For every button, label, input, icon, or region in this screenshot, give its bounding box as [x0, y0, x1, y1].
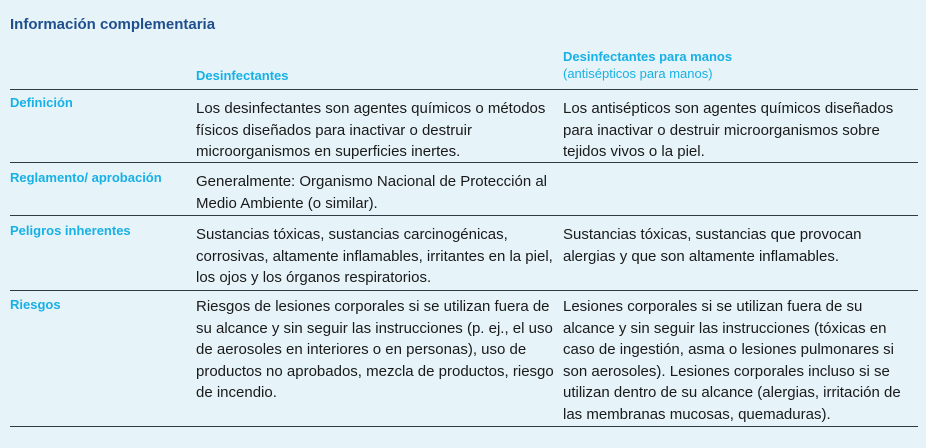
column-header-desinfectantes-manos — [563, 48, 732, 82]
cell-peligros-manos: Sustancias tóxicas, sustancias que provocan alergias y que son altamente inflamables. — [563, 226, 862, 265]
cell-definicion-manos: Los antisépticos son agentes químicos diseñados para inactivar o destruir microorganismos sobre tejidos vivos o la piel. — [563, 100, 894, 160]
cell-riesgos-desinfectantes: Riesgos de lesiones corporales si se utilizan fuera de su alcance y sin seguir las instrucciones (p. ej., el uso de aerosoles en interiores o en personas), uso de productos no aprobados, mezcla de productos, riesgo de incendio. — [196, 298, 554, 401]
cell-reglamento-desinfectantes: Generalmente: Organismo Nacional de Protección al Medio Ambiente (o similar). — [196, 173, 548, 212]
column-header-subtitle: (antisépticos para manos) — [563, 66, 713, 81]
cell-riesgos-manos: Lesiones corporales si se utilizan fuera de su alcance y sin seguir las instrucciones (tóxicas en caso de ingestión, asma o lesiones pulmonares si son aerosoles). Lesiones corporales incluso si se utilizan dentro de su alcance (alergias, irritación de las membranas mucosas, quemaduras). — [563, 298, 901, 423]
column-header-title: Desinfectantes para manos — [563, 49, 733, 64]
table-bottom-rule — [10, 426, 918, 427]
row-divider — [10, 290, 918, 291]
cell-peligros-desinfectantes: Sustancias tóxicas, sustancias carcinogénicas, corrosivas, altamente inflamables, irritantes en la piel, los ojos y los órganos respiratorios. — [196, 226, 553, 286]
cell-definicion-desinfectantes: Los desinfectantes son agentes químicos o métodos físicos diseñados para inactivar o destruir microorganismos en superficies inertes. — [196, 100, 546, 160]
row-label-definicion: Definición — [10, 95, 73, 110]
row-label-peligros: Peligros inherentes — [10, 223, 131, 238]
row-divider — [10, 162, 918, 163]
row-label-reglamento: Reglamento/ aprobación — [10, 170, 162, 185]
row-label-riesgos: Riesgos — [10, 297, 61, 312]
row-divider — [10, 215, 918, 216]
section-title: Información complementaria — [10, 16, 216, 33]
column-header-desinfectantes: Desinfectantes — [196, 68, 289, 83]
row-divider — [10, 89, 918, 90]
